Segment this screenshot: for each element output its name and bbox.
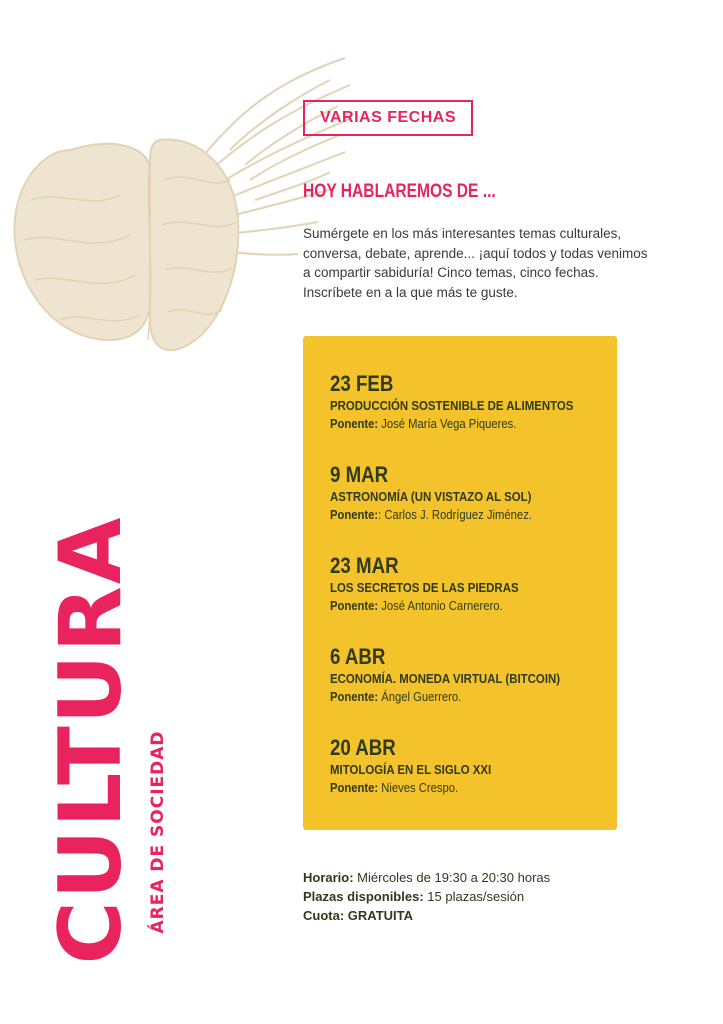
dates-badge	[303, 100, 473, 136]
speaker-label: Ponente:	[330, 508, 379, 522]
event-speaker	[330, 779, 588, 797]
schedule-value: Miércoles de 19:30 a 20:30 horas	[353, 870, 551, 885]
intro-line: Sumérgete en los más interesantes temas culturales,	[303, 226, 622, 241]
event-item	[330, 553, 617, 644]
intro-line: Inscríbete en a la que más te guste.	[303, 284, 518, 300]
event-topic: PRODUCCIÓN SOSTENIBLE DE ALIMENTOS	[330, 398, 574, 413]
event-speaker	[330, 506, 588, 524]
speaker-label: Ponente:	[330, 417, 379, 431]
event-item	[330, 644, 617, 735]
seats-value: 15 plazas/sesión	[423, 889, 525, 904]
fee-line	[303, 906, 550, 925]
event-speaker	[330, 597, 588, 615]
speaker-name: José Antonio Carnerero.	[378, 599, 503, 613]
fee-label: Cuota: GRATUITA	[303, 908, 413, 923]
speaker-name: José María Vega Piqueres.	[378, 417, 517, 431]
intro-paragraph	[303, 224, 703, 302]
brand-subtitle: ÁREA DE SOCIEDAD	[148, 730, 168, 934]
event-item	[330, 735, 617, 826]
dates-badge-label: VARIAS FECHAS	[320, 109, 456, 126]
schedule-line	[303, 868, 550, 887]
seats-line	[303, 887, 550, 906]
intro-line: a compartir sabiduría! Cinco temas, cinco fechas.	[303, 265, 599, 280]
event-date: 6 ABR	[330, 644, 386, 669]
event-topic: ASTRONOMÍA (UN VISTAZO AL SOL)	[330, 489, 532, 504]
intro-line: conversa, debate, aprende... ¡aquí todos y todas venimos	[303, 245, 648, 261]
speaker-label: Ponente:	[330, 781, 379, 795]
brand-title: CULTURA	[41, 515, 141, 965]
speaker-name: : Carlos J. Rodríguez Jiménez.	[378, 508, 532, 522]
brand-logo	[41, 515, 141, 965]
speaker-label: Ponente:	[330, 690, 379, 704]
event-speaker	[330, 415, 588, 433]
speaker-label: Ponente:	[330, 599, 379, 613]
event-item	[330, 371, 617, 462]
speaker-name: Nieves Crespo.	[378, 781, 459, 795]
event-date: 23 FEB	[330, 371, 394, 396]
event-item	[330, 462, 617, 553]
events-panel	[303, 336, 617, 830]
info-block	[303, 868, 550, 925]
schedule-label: Horario:	[303, 870, 354, 885]
event-date: 23 MAR	[330, 553, 399, 578]
event-date: 9 MAR	[330, 462, 389, 487]
event-topic: MITOLOGÍA EN EL SIGLO XXI	[330, 762, 492, 777]
seats-label: Plazas disponibles:	[303, 889, 424, 904]
event-topic: LOS SECRETOS DE LAS PIEDRAS	[330, 580, 519, 595]
section-heading: HOY HABLAREMOS DE ...	[303, 181, 496, 202]
speaker-name: Ángel Guerrero.	[378, 690, 462, 704]
event-topic: ECONOMÍA. MONEDA VIRTUAL (BITCOIN)	[330, 671, 561, 686]
event-date: 20 ABR	[330, 735, 396, 760]
event-speaker	[330, 688, 588, 706]
